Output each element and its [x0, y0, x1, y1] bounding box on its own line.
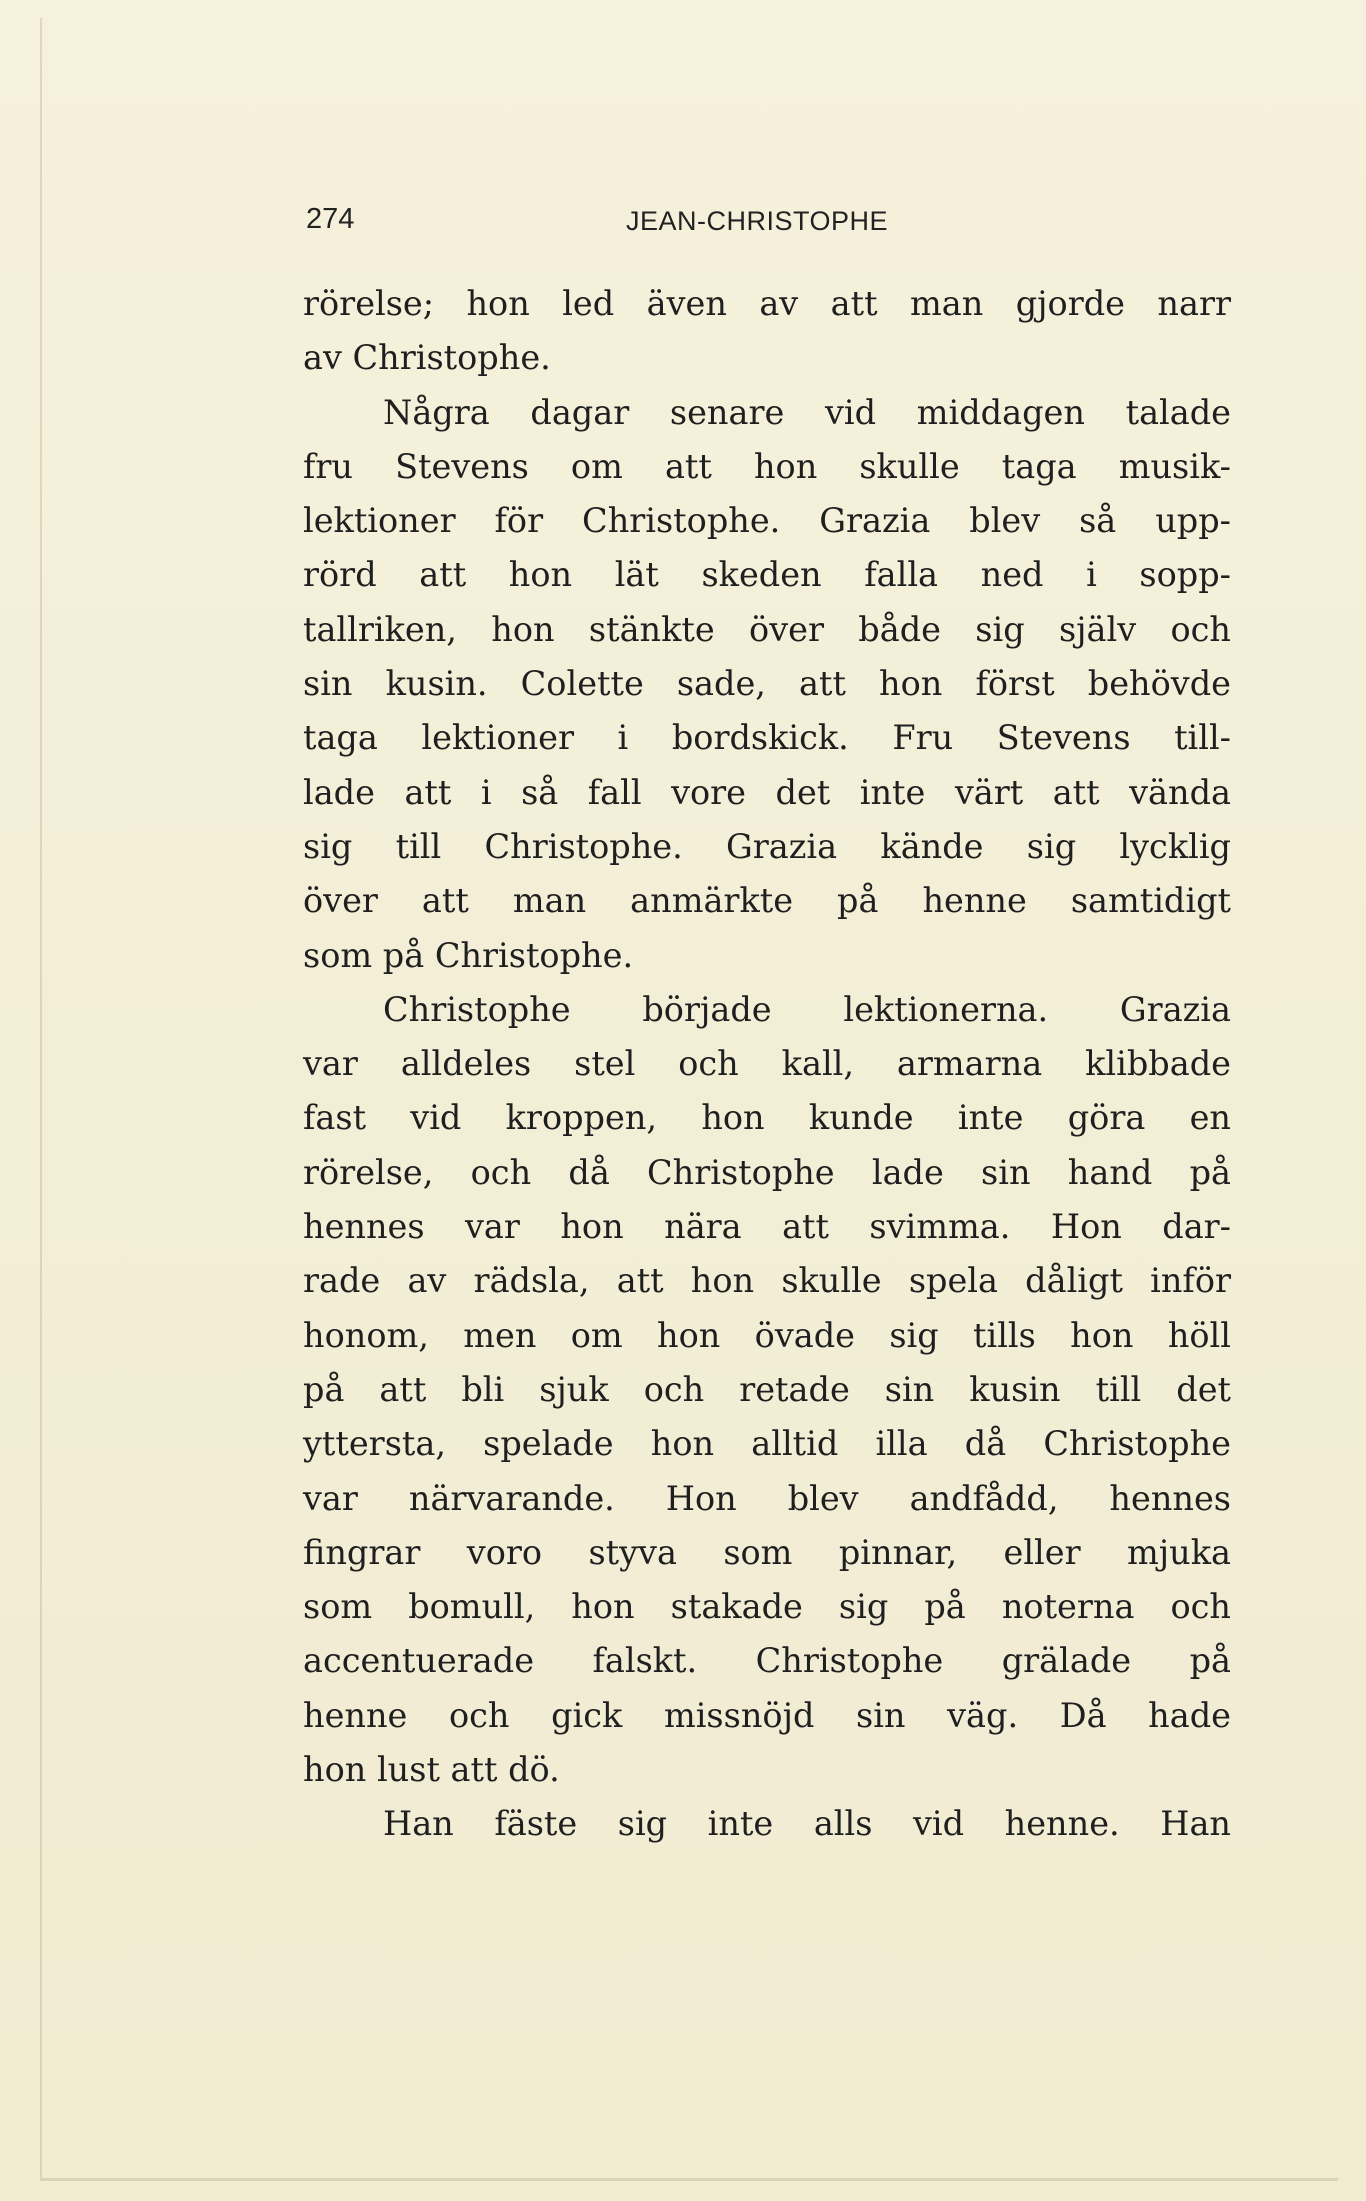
- text-line: som bomull, hon stakade sig på noterna och: [303, 1587, 1231, 1627]
- text-line: Några dagar senare vid middagen talade: [383, 392, 1231, 432]
- text-line: fru Stevens om att hon skulle taga musik-: [303, 446, 1231, 486]
- text-line: sig till Christophe. Grazia kände sig lycklig: [303, 826, 1231, 866]
- text-line: rörelse, och då Christophe lade sin hand på: [303, 1152, 1231, 1192]
- text-line: honom, men om hon övade sig tills hon höll: [303, 1315, 1231, 1355]
- text-line: tallriken, hon stänkte över både sig själv och: [303, 609, 1231, 649]
- text-line: sin kusin. Colette sade, att hon först behövde: [303, 664, 1231, 704]
- text-line: var alldeles stel och kall, armarna klibbade: [303, 1044, 1231, 1084]
- text-line: rade av rädsla, att hon skulle spela dåligt inför: [303, 1261, 1231, 1301]
- text-line: rörelse; hon led även av att man gjorde narr: [303, 284, 1231, 323]
- text-line: som på Christophe.: [303, 935, 634, 975]
- text-line: taga lektioner i bordskick. Fru Stevens till-: [303, 718, 1231, 758]
- text-line: över att man anmärkte på henne samtidigt: [303, 881, 1231, 921]
- text-line: var närvarande. Hon blev andfådd, hennes: [303, 1478, 1231, 1518]
- text-line: Christophe började lektionerna. Grazia: [383, 989, 1231, 1029]
- body-text: [303, 277, 1231, 1852]
- text-line: yttersta, spelade hon alltid illa då Christophe: [303, 1424, 1231, 1464]
- text-line: fast vid kroppen, hon kunde inte göra en: [303, 1098, 1231, 1138]
- page-header: [306, 203, 1236, 243]
- text-line: fingrar voro styva som pinnar, eller mjuka: [303, 1532, 1231, 1572]
- text-line: av Christophe.: [303, 338, 551, 378]
- text-line: henne och gick missnöjd sin väg. Då hade: [303, 1695, 1231, 1735]
- text-line: lektioner för Christophe. Grazia blev så upp-: [303, 501, 1231, 541]
- text-line: hon lust att dö.: [303, 1750, 560, 1790]
- text-line: lade att i så fall vore det inte värt att vända: [303, 772, 1231, 812]
- text-line: Han fäste sig inte alls vid henne. Han: [383, 1804, 1231, 1844]
- text-line: hennes var hon nära att svimma. Hon dar-: [303, 1207, 1231, 1247]
- text-line: rörd att hon lät skeden falla ned i sopp-: [303, 555, 1231, 595]
- running-title: JEAN-CHRISTOPHE: [626, 206, 889, 236]
- text-line: accentuerade falskt. Christophe grälade på: [303, 1641, 1231, 1681]
- text-line: på att bli sjuk och retade sin kusin till det: [303, 1369, 1231, 1409]
- page-number: 274: [306, 203, 355, 235]
